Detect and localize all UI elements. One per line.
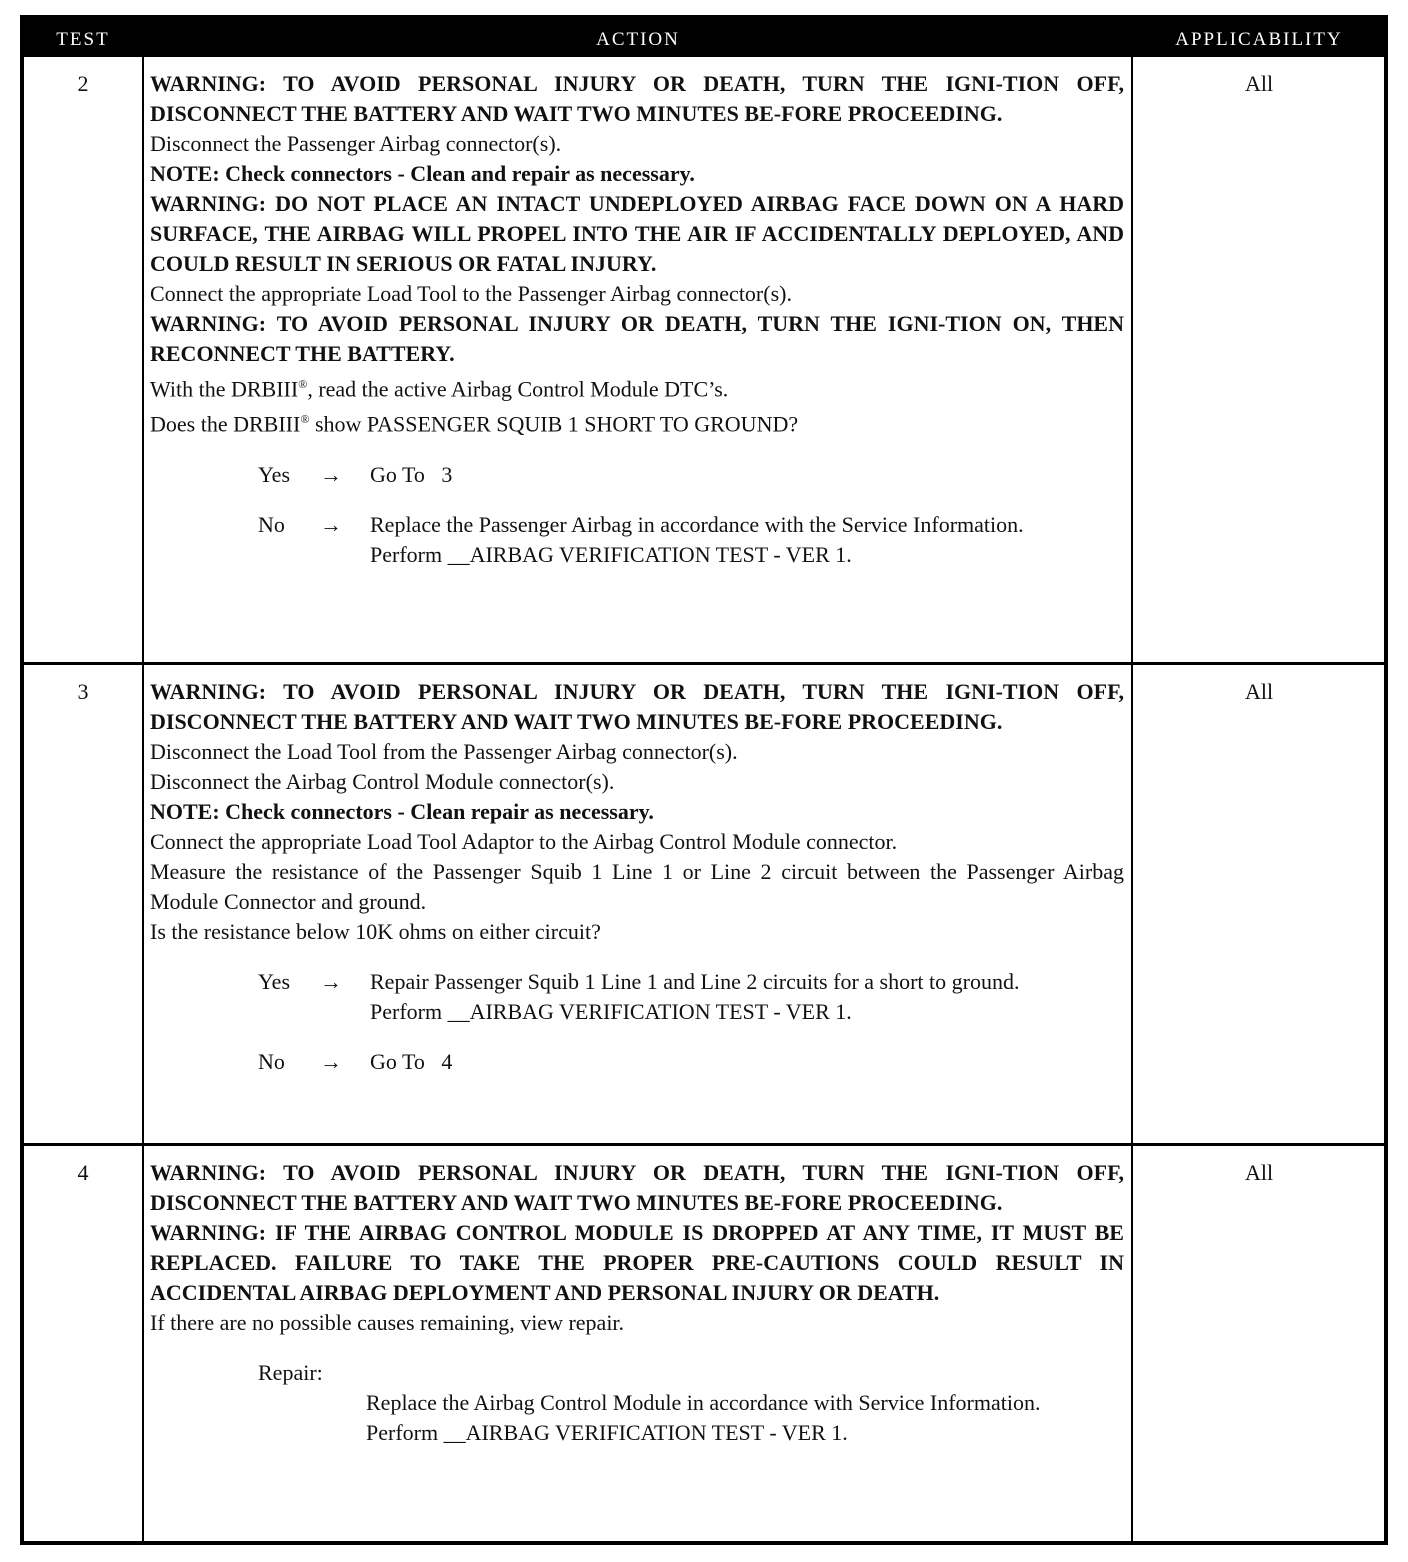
answer-text: Go To 4: [370, 1049, 453, 1074]
arrow-icon: →: [320, 511, 342, 537]
arrow-icon: →: [320, 1049, 342, 1074]
answer-text: Go To 3: [370, 461, 453, 487]
step-text: Connect the appropriate Load Tool to the Passenger Airbag connector(s).: [150, 281, 792, 306]
applicability-value: All: [1244, 1160, 1274, 1185]
action-cell: [150, 69, 1124, 570]
step-text: Measure the resistance of the Passenger Squib 1 Line 1 or Line 2 circuit between the Passenger Airbag Module Connector and ground.: [150, 859, 1124, 914]
answer-key: Yes: [258, 969, 291, 994]
warning-text: WARNING: TO AVOID PERSONAL INJURY OR DEATH, TURN THE IGNI-TION OFF, DISCONNECT THE BATTERY AND WAIT TWO MINUTES BE-FORE PROCEEDING.: [150, 1160, 1124, 1215]
test-table: [20, 15, 1388, 1545]
table-row: [24, 1143, 1384, 1545]
note-text: NOTE: Check connectors - Clean repair as necessary.: [150, 799, 654, 824]
warning-text: WARNING: TO AVOID PERSONAL INJURY OR DEATH, TURN THE IGNI-TION OFF, DISCONNECT THE BATTERY AND WAIT TWO MINUTES BE-FORE PROCEEDING.: [150, 71, 1124, 126]
test-number: 2: [77, 71, 89, 96]
header-test: TEST: [56, 29, 110, 50]
warning-text: WARNING: IF THE AIRBAG CONTROL MODULE IS DROPPED AT ANY TIME, IT MUST BE REPLACED. FAILURE TO TAKE THE PROPER PRE-CAUTIONS COULD RESULT IN ACCIDENTAL AIRBAG DEPLOYMENT AND PERSONAL INJURY OR DEATH.: [150, 1220, 1124, 1305]
arrow-icon: →: [320, 969, 342, 994]
test-number: 4: [77, 1160, 89, 1185]
table-row: [24, 662, 1384, 1143]
header-applicability: APPLICABILITY: [1175, 29, 1343, 50]
step-text: Disconnect the Passenger Airbag connector(s).: [150, 131, 562, 156]
question-text: Is the resistance below 10K ohms on either circuit?: [150, 919, 601, 944]
action-cell: [150, 677, 1124, 1077]
answer-key: Yes: [258, 461, 291, 487]
arrow-icon: →: [320, 461, 342, 487]
action-cell: [150, 1158, 1124, 1448]
applicability-value: All: [1244, 71, 1274, 96]
answer-text: Replace the Passenger Airbag in accordance with the Service Information.: [370, 511, 1024, 537]
answer-text: Perform __AIRBAG VERIFICATION TEST - VER 1.: [370, 999, 852, 1024]
warning-text: WARNING: TO AVOID PERSONAL INJURY OR DEATH, TURN THE IGNI-TION OFF, DISCONNECT THE BATTERY AND WAIT TWO MINUTES BE-FORE PROCEEDING.: [150, 679, 1124, 734]
test-number: 3: [77, 679, 89, 704]
step-text: Disconnect the Load Tool from the Passenger Airbag connector(s).: [150, 739, 738, 764]
answer-key: No: [258, 511, 285, 537]
answer-yes: [258, 460, 1124, 490]
answer-no: [258, 1047, 1124, 1077]
repair-text: Replace the Airbag Control Module in accordance with Service Information.: [366, 1390, 1041, 1415]
step-text: Connect the appropriate Load Tool Adaptor to the Airbag Control Module connector.: [150, 829, 898, 854]
table-header: [24, 19, 1384, 57]
step-text: Disconnect the Airbag Control Module connector(s).: [150, 769, 615, 794]
applicability-value: All: [1244, 679, 1274, 704]
answer-key: No: [258, 1049, 285, 1074]
repair-label: Repair:: [258, 1360, 323, 1385]
step-text: If there are no possible causes remaining, view repair.: [150, 1310, 625, 1335]
warning-text: WARNING: DO NOT PLACE AN INTACT UNDEPLOYED AIRBAG FACE DOWN ON A HARD SURFACE, THE AIRBAG WILL PROPEL INTO THE AIR IF ACCIDENTALLY DEPLOYED, AND COULD RESULT IN SERIOUS OR FATAL INJURY.: [150, 191, 1124, 276]
answer-no: [258, 510, 1124, 570]
warning-text: WARNING: TO AVOID PERSONAL INJURY OR DEATH, TURN THE IGNI-TION ON, THEN RECONNECT THE BATTERY.: [150, 311, 1124, 366]
answer-text: Perform __AIRBAG VERIFICATION TEST - VER 1.: [370, 541, 852, 567]
header-action: ACTION: [596, 29, 680, 50]
repair-text: Perform __AIRBAG VERIFICATION TEST - VER 1.: [366, 1420, 848, 1445]
answer-text: Repair Passenger Squib 1 Line 1 and Line 2 circuits for a short to ground.: [370, 969, 1020, 994]
question-text: Does the DRBIII® show PASSENGER SQUIB 1 SHORT TO GROUND?: [150, 411, 799, 437]
answer-yes: [258, 967, 1124, 1027]
note-text: NOTE: Check connectors - Clean and repair as necessary.: [150, 161, 695, 186]
step-text: With the DRBIII®, read the active Airbag Control Module DTC’s.: [150, 376, 729, 402]
table-row: [24, 57, 1384, 662]
